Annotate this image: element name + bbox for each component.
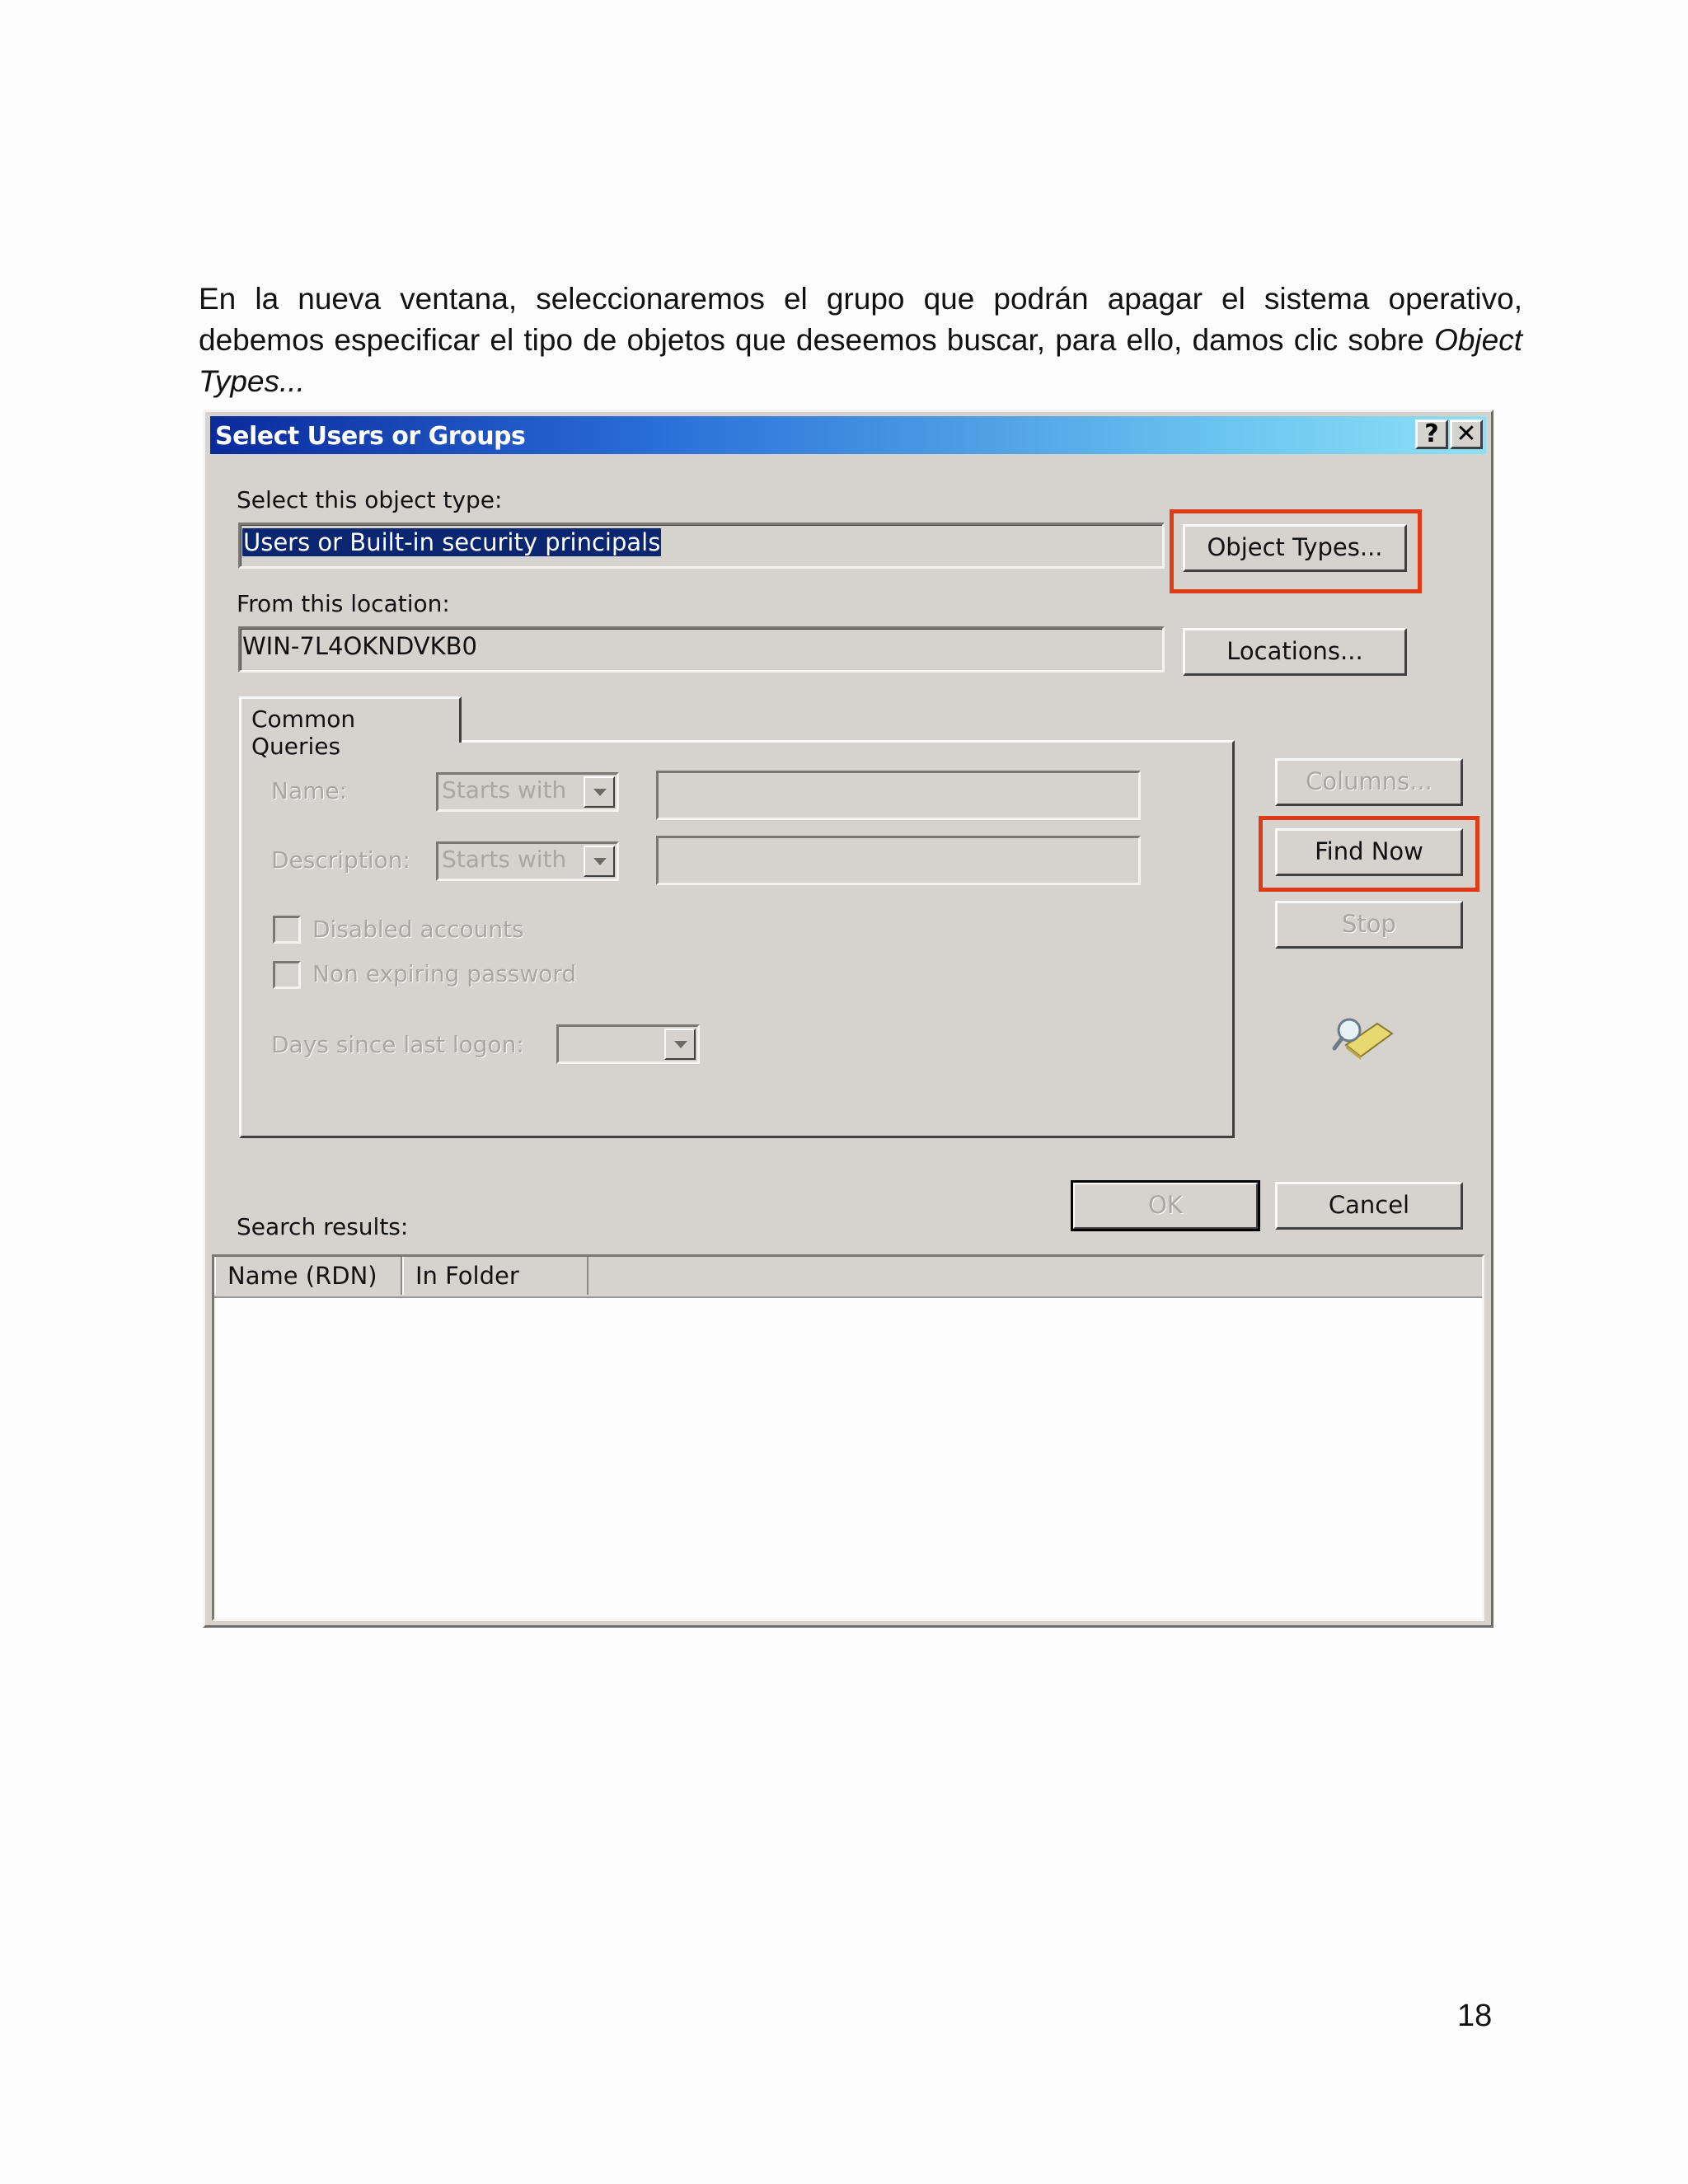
object-type-label: Select this object type: bbox=[237, 486, 503, 513]
dropdown-arrow-icon[interactable] bbox=[664, 1029, 696, 1060]
search-magnifier-icon bbox=[1331, 1009, 1397, 1062]
column-header-folder[interactable]: In Folder bbox=[402, 1257, 588, 1295]
disabled-accounts-checkbox[interactable] bbox=[273, 916, 301, 944]
ok-button[interactable]: OK bbox=[1072, 1182, 1259, 1230]
dialog-titlebar[interactable] bbox=[210, 416, 1486, 454]
locations-button[interactable]: Locations... bbox=[1183, 628, 1407, 676]
object-type-value: Users or Built-in security principals bbox=[243, 528, 661, 556]
instruction-italic: Object Types... bbox=[199, 323, 1522, 398]
location-value: WIN-7L4OKNDVKB0 bbox=[242, 632, 478, 660]
name-label: Name: bbox=[271, 777, 348, 804]
instruction-text: En la nueva ventana, seleccionaremos el grupo que podrán apagar el sistema operativo, debemos especificar el tipo de objetos que deseemos buscar, para ello, damos clic sobre bbox=[199, 282, 1522, 357]
tab-common-queries[interactable]: Common Queries bbox=[239, 696, 462, 743]
select-users-dialog bbox=[203, 410, 1493, 1628]
name-mode-value: Starts with bbox=[442, 776, 567, 804]
non-expiring-label: Non expiring password bbox=[312, 960, 577, 987]
find-now-highlight bbox=[1259, 816, 1479, 892]
location-field[interactable] bbox=[238, 626, 1165, 673]
search-results-list[interactable] bbox=[212, 1254, 1484, 1621]
days-since-logon-select[interactable] bbox=[556, 1024, 700, 1064]
name-mode-select[interactable] bbox=[436, 772, 619, 812]
description-mode-select[interactable] bbox=[436, 841, 619, 881]
cancel-button[interactable]: Cancel bbox=[1275, 1182, 1463, 1230]
description-input[interactable] bbox=[656, 836, 1141, 885]
location-label: From this location: bbox=[237, 590, 450, 617]
disabled-accounts-label: Disabled accounts bbox=[312, 916, 524, 943]
description-mode-value: Starts with bbox=[442, 846, 567, 873]
results-header bbox=[214, 1257, 1482, 1298]
days-since-logon-label: Days since last logon: bbox=[271, 1031, 524, 1058]
close-icon[interactable]: ✕ bbox=[1450, 419, 1483, 449]
stop-button[interactable]: Stop bbox=[1275, 901, 1463, 949]
object-types-highlight bbox=[1170, 509, 1422, 593]
find-now-button[interactable]: Find Now bbox=[1275, 828, 1463, 876]
name-input[interactable] bbox=[656, 771, 1141, 820]
page-number: 18 bbox=[1457, 1999, 1493, 2033]
dropdown-arrow-icon[interactable] bbox=[584, 846, 615, 877]
instruction-paragraph bbox=[199, 279, 1522, 402]
columns-button[interactable]: Columns... bbox=[1275, 758, 1463, 806]
description-label: Description: bbox=[271, 846, 410, 874]
non-expiring-checkbox[interactable] bbox=[273, 961, 301, 989]
object-types-button[interactable]: Object Types... bbox=[1183, 524, 1407, 572]
object-type-field[interactable] bbox=[238, 523, 1165, 569]
search-results-label: Search results: bbox=[237, 1213, 409, 1240]
dialog-title: Select Users or Groups bbox=[215, 422, 526, 451]
dropdown-arrow-icon[interactable] bbox=[584, 776, 615, 808]
help-icon[interactable]: ? bbox=[1415, 419, 1448, 449]
common-queries-panel bbox=[239, 740, 1235, 1138]
column-header-name[interactable]: Name (RDN) bbox=[214, 1257, 402, 1295]
